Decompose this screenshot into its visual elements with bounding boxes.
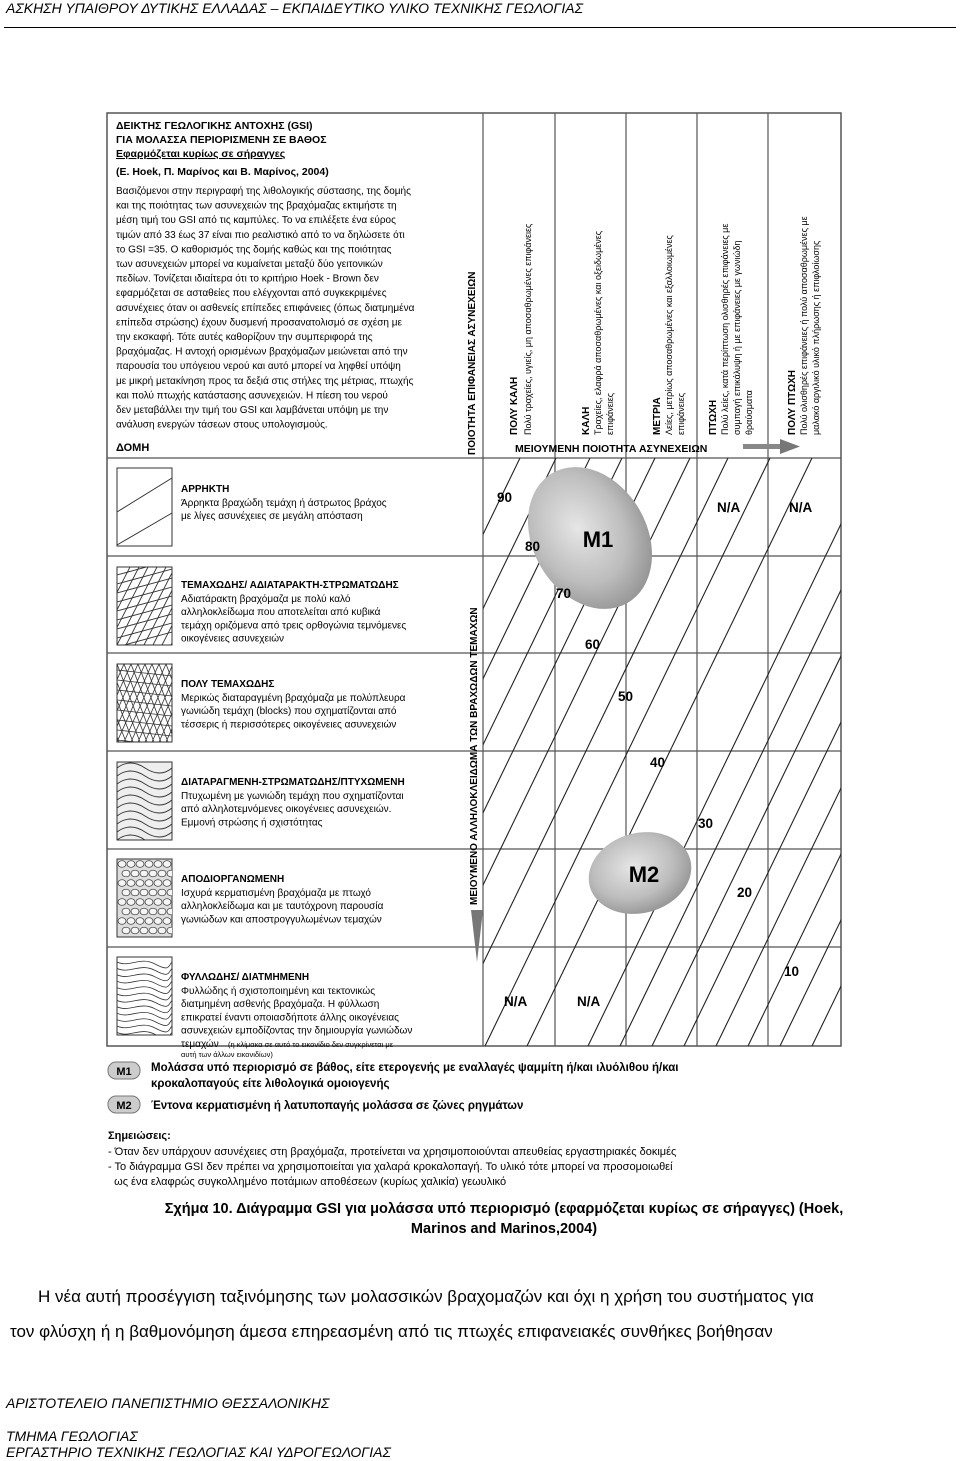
quality-arrow-head: [780, 439, 800, 454]
very-blocky-icon: [89, 664, 215, 746]
legend: [108, 1062, 679, 1113]
gsi-contour-line: [684, 458, 960, 1046]
svg-text:M1: M1: [116, 1066, 132, 1078]
gsi-contour-line: [844, 458, 960, 1046]
structure-desc: Πτυχωμένη με γωνιώδη τεμάχη που σχηματίζονται: [181, 791, 404, 802]
structure-desc: Εμμονή στρώσης ή σχιστότητας: [181, 817, 323, 829]
intro-line: και της ποιότητας των ασυνεχειών της βραχόμαζας εκτιμήστε τη: [116, 200, 397, 212]
structure-desc: τεμαχών: [181, 1038, 219, 1050]
figure-intro: [116, 185, 415, 431]
intro-line: με μικρή μετακίνηση προς τα δεξιά στις στήλες της μέτριας, πτωχής: [116, 375, 414, 387]
svg-text:Πολύ ολισθηρές επιφάνειες ή πο: Πολύ ολισθηρές επιφάνειες ή πολύ αποσαθρωμένες με: [799, 216, 809, 435]
footer-department: ΤΜΗΜΑ ΓΕΩΛΟΓΙΑΣ: [6, 1428, 138, 1444]
disintegrated-icon: [117, 859, 175, 937]
intro-line: πεδίων. Τονίζεται ιδιαίτερα ότι το κριτήριο Hoek - Brown δεν: [116, 273, 379, 285]
gsi-contour-line: [780, 458, 960, 1046]
na-label: N/A: [504, 994, 528, 1009]
structure-title: ΠΟΛΥ ΤΕΜΑΧΩΔΗΣ: [181, 679, 275, 690]
svg-text:Έντονα κερματισμένη ή λατυποπα: Έντονα κερματισμένη ή λατυποπαγής μολάσσα σε ζώνες ρηγμάτων: [151, 1100, 524, 1112]
figure-notes: [108, 1130, 676, 1188]
structure-desc: οικογένειες ασυνεχειών: [181, 633, 285, 645]
structure-title: ΑΡΡΗΚΤΗ: [181, 484, 230, 495]
svg-text:- Όταν δεν υπάρχουν ασυνέχειες: - Όταν δεν υπάρχουν ασυνέχειες στη βραχόμαζα, προτείνεται να χρησιμοποιούνται απευθείας εργαστηριακές δοκιμές: [108, 1146, 677, 1158]
figure-caption: Σχήμα 10. Διάγραμμα GSI για μολάσσα υπό περιορισμό (εφαρμόζεται κυρίως σε σήραγγες) (Hoek, Marinos and Marinos,2004): [164, 1201, 844, 1237]
structure-desc: Άρρηκτα βραχώδη τεμάχη ή άστρωτος βράχος: [181, 498, 387, 509]
intro-line: δεν μεταβάλλει την τιμή του GSI και λαμβάνεται υπόψη με την: [116, 405, 389, 416]
structure-title: ΔΙΑΤΑΡΑΓΜΕΝΗ-ΣΤΡΩΜΑΤΩΔΗΣ/ΠΤΥΧΩΜΕΝΗ: [181, 777, 405, 788]
structure-desc: από αλληλοτεμνόμενες οικογένειες ασυνεχειών.: [181, 804, 392, 816]
gsi-value: 70: [556, 586, 572, 601]
page-header: ΑΣΚΗΣΗ ΥΠΑΙΘΡΟΥ ΔΥΤΙΚΗΣ ΕΛΛΑΔΑΣ – ΕΚΠΑΙΔΕΥΤΙΚΟ ΥΛΙΚΟ ΤΕΧΝΙΚΗΣ ΓΕΩΛΟΓΙΑΣ: [6, 0, 584, 16]
footer-lab: ΕΡΓΑΣΤΗΡΙΟ ΤΕΧΝΙΚΗΣ ΓΕΩΛΟΓΙΑΣ ΚΑΙ ΥΔΡΟΓΕΩΛΟΓΙΑΣ: [6, 1444, 391, 1460]
na-label: N/A: [789, 500, 813, 515]
structure-desc: γωνιώδη τεμάχη (blocks) που σχηματίζονται από: [181, 706, 397, 718]
intro-line: παρουσία του υπόγειου νερού και αυτό μπορεί να ληφθεί υπόψη: [116, 361, 401, 373]
footer-university: ΑΡΙΣΤΟΤΕΛΕΙΟ ΠΑΝΕΠΙΣΤΗΜΙΟ ΘΕΣΣΑΛΟΝΙΚΗΣ: [6, 1395, 330, 1411]
na-label: N/A: [717, 500, 741, 515]
svg-text:συμπαγή επικάλυψη ή με επιφάνε: συμπαγή επικάλυψη ή με επιφάνειες με γωνιώδη: [732, 240, 742, 435]
structure-desc: Φυλλώδης ή σχιστοποιημένη και τεκτονικώς: [181, 986, 376, 997]
structure-desc: με λίγες ασυνέχειες σε μεγάλη απόσταση: [181, 511, 363, 523]
intro-line: ασυνέχειες όταν οι ασθενείς επίπεδες επιφάνειες (όπως διατμημένα: [116, 302, 415, 314]
gsi-contour-line: [652, 458, 937, 1046]
gsi-contour-line: [812, 458, 960, 1046]
svg-text:ΠΟΛΥ ΚΑΛΗ: ΠΟΛΥ ΚΑΛΗ: [509, 376, 520, 435]
figure-title: [116, 120, 329, 178]
gsi-value: 60: [585, 637, 601, 652]
structure-desc: ασυνεχειών εμποδίζοντας την δημιουργία γωνιώδων: [181, 1025, 413, 1037]
surface-quality-label: ΠΟΙΟΤΗΤΑ ΕΠΙΦΑΝΕΙΑΣ ΑΣΥΝΕΧΕΙΩΝ: [467, 271, 478, 455]
column-headers: [509, 216, 821, 435]
gsi-value: 40: [650, 755, 666, 770]
svg-text:Τραχείες, ελαφρά αποσαθρωμένες: Τραχείες, ελαφρά αποσαθρωμένες και οξειδωμένες: [593, 230, 603, 435]
svg-text:ως ένα ελαφρώς συγκολλημένο πο: ως ένα ελαφρώς συγκολλημένο ποτάμιων αποθέσεων (κυρίως χαλικία) γεωυλικό: [108, 1176, 507, 1188]
structure-label: ΔΟΜΗ: [116, 442, 150, 454]
structure-note: αυτή των άλλων εικονιδίων): [181, 1049, 273, 1059]
svg-text:- Το διάγραμμα GSI δεν πρέπει: - Το διάγραμμα GSI δεν πρέπει να χρησιμοποιείται για χαλαρά κροκαλοπαγή. Το υλικό τότε μπορεί να προσομοιωθεί: [108, 1161, 673, 1173]
structure-desc: Μερικώς διαταραγμένη βραχόμαζα με πολύπλευρα: [181, 693, 406, 704]
gsi-contour-line: [748, 458, 960, 1046]
gsi-value: 10: [784, 964, 800, 979]
structure-desc: τεμάχη οριζόμενα από τρεις ορθογώνια τεμνόμενες: [181, 620, 407, 632]
gsi-contour-line: [620, 458, 905, 1046]
intro-line: και πολύ πτωχής κατάστασης ασυνεχειών. Η πίεση του νερού: [116, 390, 388, 402]
gsi-contour-line: [271, 458, 556, 1046]
svg-text:επιφάνειες: επιφάνειες: [605, 392, 615, 435]
structure-desc: τέσσερις ή περισσότερες οικογένειες ασυνεχειών: [181, 719, 397, 731]
svg-text:Λείες, μετρίως αποσαθρωμένες κ: Λείες, μετρίως αποσαθρωμένες και εξαλλοιωμένες: [664, 235, 674, 435]
body-paragraph-line: τον φλύσχη ή η βαθμονόμηση άμεσα επηρεασμένη από τις πτωχές επιφανειακές συνθήκες βοήθησαν: [10, 1322, 773, 1341]
svg-text:ΔΕΙΚΤΗΣ ΓΕΩΛΟΓΙΚΗΣ ΑΝΤΟΧΗΣ (GS: ΔΕΙΚΤΗΣ ΓΕΩΛΟΓΙΚΗΣ ΑΝΤΟΧΗΣ (GSI): [116, 120, 313, 132]
structure-title: ΤΕΜΑΧΩΔΗΣ/ ΑΔΙΑΤΑΡΑΚΤΗ-ΣΤΡΩΜΑΤΩΔΗΣ: [181, 580, 399, 591]
decreasing-quality-label: ΜΕΙΟΥΜΕΝΗ ΠΟΙΟΤΗΤΑ ΑΣΥΝΕΧΕΙΩΝ: [515, 443, 708, 455]
intro-line: ανάλυση ενεργών τάσεων στους υπολογισμούς.: [116, 419, 328, 431]
gsi-value: 20: [737, 885, 753, 900]
svg-text:ΜΕΤΡΙΑ: ΜΕΤΡΙΑ: [652, 397, 663, 435]
gsi-contour-line: [716, 458, 960, 1046]
gsi-value: 30: [698, 816, 714, 831]
foliated-icon: [117, 957, 172, 1038]
intro-line: την εκσκαφή. Τότε αυτές καθορίζουν την συμπεριφορά της: [116, 332, 373, 343]
intro-line: βραχόμαζας. Η αντοχή ορισμένων βραχόμαζων μειώνεται από την: [116, 346, 408, 358]
structure-descriptions: [181, 484, 412, 1059]
zone-m2-label: M2: [628, 862, 660, 887]
intro-line: επίπεδα στρώσης) έχουν δυσμενή προσανατολισμό σε σχέση με: [116, 317, 402, 329]
svg-text:ΠΟΛΥ ΠΤΩΧΗ: ΠΟΛΥ ΠΤΩΧΗ: [787, 370, 798, 435]
svg-text:επιφάνειες: επιφάνειες: [676, 392, 686, 435]
structure-title: ΦΥΛΛΩΔΗΣ/ ΔΙΑΤΜΗΜΕΝΗ: [181, 972, 310, 983]
svg-text:Πολύ τραχείες, υγιείς, μη αποσ: Πολύ τραχείες, υγιείς, μη αποσαθρωμένες επιφάνειες: [523, 223, 533, 435]
structure-desc: γωνιώδων και αποστρογγυλωμένων τεμαχών: [181, 914, 382, 926]
svg-text:θραύσματα: θραύσματα: [744, 390, 754, 435]
structure-note: (η κλίμακα σε αυτό το εικονίδιο δεν συγκρίνεται με: [228, 1039, 394, 1049]
svg-text:Μολάσσα υπό περιορισμό σε βάθο: Μολάσσα υπό περιορισμό σε βάθος, είτε ετερογενής με εναλλαγές ψαμμίτη ή/και ιλυόλιθου ή/και: [151, 1062, 679, 1074]
intro-line: τιμών από 33 έως 37 είναι πιο ρεαλιστικό από το να δηλώσετε ότι: [116, 229, 405, 241]
svg-text:M2: M2: [116, 1100, 132, 1112]
structure-desc: επικρατεί έναντι οποιασδήποτε άλλης οικογένειας: [181, 1012, 399, 1024]
intro-line: των ασυνεχειών μπορεί να κυμαίνεται μεταξύ δύο γειτονικών: [116, 259, 383, 270]
structure-desc: αλληλοκλείδωμα και με ταυτόχρονη παρουσία: [181, 901, 384, 913]
structure-icons: [89, 468, 220, 1038]
gsi-contour-line: [198, 458, 483, 1046]
gsi-value: 80: [525, 539, 541, 554]
gsi-value: 50: [618, 689, 634, 704]
structure-desc: Ισχυρά κερματισμένη βραχόμαζα με πτωχό: [181, 888, 371, 899]
svg-text:ΚΑΛΗ: ΚΑΛΗ: [581, 406, 592, 435]
svg-text:Πολύ λείες, κατά περίπτωση ολι: Πολύ λείες, κατά περίπτωση ολισθηρές επιφάνειες με: [720, 223, 730, 435]
svg-text:Εφαρμόζεται κυρίως σε σήραγγες: Εφαρμόζεται κυρίως σε σήραγγες: [116, 148, 286, 160]
body-paragraph-line: Η νέα αυτή προσέγγιση ταξινόμησης των μολασσικών βραχομαζών και όχι η χρήση του συστήματος για: [38, 1287, 814, 1306]
interlocking-arrow: [471, 910, 483, 962]
intro-line: εφαρμόζεται σε ασταθείες που ελέγχονται από συγκεκριμένες: [116, 288, 387, 300]
structure-desc: αλληλοκλείδωμα που αποτελείται από κυβικά: [181, 607, 381, 619]
structure-desc: διατμημένη ασθενής βραχόμαζα. Η φύλλωση: [181, 999, 380, 1011]
svg-text:μαλακό αργιλικό υλικό πλήρωσης: μαλακό αργιλικό υλικό πλήρωσης ή επιφλοίωσης: [811, 240, 821, 435]
folded-icon: [117, 762, 172, 845]
svg-text:ΠΤΩΧΗ: ΠΤΩΧΗ: [708, 399, 719, 435]
intro-line: μέση τιμή του GSI από τις καμπύλες. Το να επιλέξετε ένα εύρος: [116, 215, 396, 227]
svg-text:ΓΙΑ ΜΟΛΑΣΣΑ ΠΕΡΙΟΡΙΣΜΕΝΗ ΣΕ ΒΑ: ΓΙΑ ΜΟΛΑΣΣΑ ΠΕΡΙΟΡΙΣΜΕΝΗ ΣΕ ΒΑΘΟΣ: [116, 134, 327, 146]
intro-line: το GSI =35. Ο καθορισμός της δομής καθώς και της ποιότητας: [116, 244, 392, 256]
svg-text:Σημειώσεις:: Σημειώσεις:: [108, 1130, 171, 1142]
intro-line: Βασιζόμενοι στην περιγραφή της λιθολογικής σύστασης, της δομής: [116, 186, 411, 197]
structure-title: ΑΠΟΔΙΟΡΓΑΝΩΜΕΝΗ: [181, 874, 285, 885]
quality-arrow-shaft: [743, 444, 783, 449]
svg-text:κροκαλοπαγούς είτε λιθολογικά: κροκαλοπαγούς είτε λιθολογικά ομοιογενής: [151, 1078, 390, 1090]
structure-desc: Αδιατάρακτη βραχόμαζα με πολύ καλό: [181, 594, 351, 605]
interlocking-label: ΜΕΙΟΥΜΕΝΟ ΑΛΛΗΛΟΚΛΕΙΔΩΜΑ ΤΩΝ ΒΡΑΧΩΔΩΝ ΤΕΜΑΧΩΝ: [469, 607, 480, 905]
svg-text:(Ε. Hoek, Π. Μαρίνος και Β. Μα: (Ε. Hoek, Π. Μαρίνος και Β. Μαρίνος, 2004): [116, 166, 329, 178]
zone-m1-label: M1: [582, 527, 614, 552]
na-label: N/A: [577, 994, 601, 1009]
gsi-value: 90: [497, 490, 513, 505]
